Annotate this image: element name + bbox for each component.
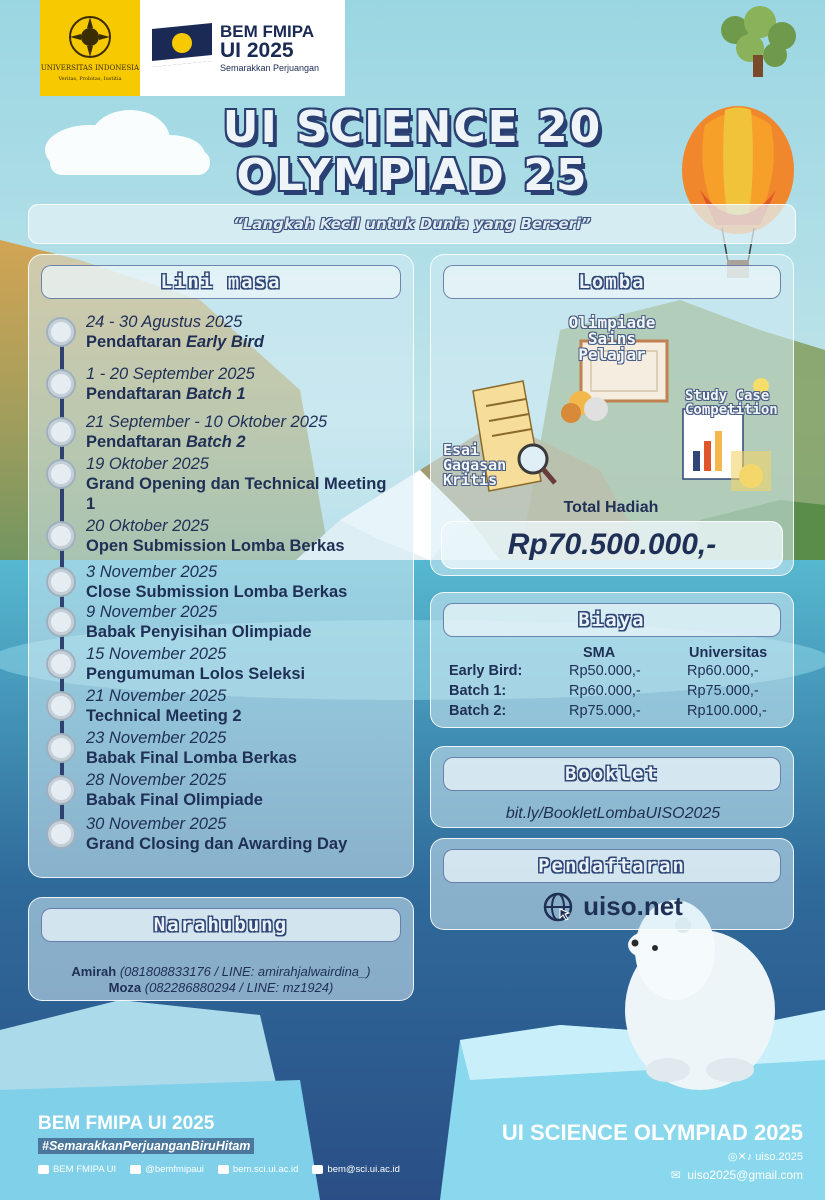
lomba-heading: Lomba (443, 265, 781, 299)
footer-hashtag: #SemarakkanPerjuanganBiruHitam (38, 1138, 254, 1154)
footer-ig-text: uiso.2025 (755, 1151, 803, 1163)
contact-name: Amirah (71, 964, 117, 979)
contact-panel (28, 897, 414, 1001)
footer-event-email[interactable]: ✉ uiso2025@gmail.com (670, 1168, 803, 1182)
footer-email[interactable] (312, 1164, 399, 1175)
timeline-event-text: Babak Final Olimpiade (86, 791, 263, 809)
biaya-col-univ: Universitas (689, 645, 768, 661)
timeline-dot-icon (48, 319, 74, 345)
lomba-panel (430, 254, 794, 576)
contact-detail: (081808833176 / LINE: amirahjalwairdina_) (119, 964, 371, 979)
timeline-date: 9 November 2025 (86, 603, 218, 621)
timeline-event (86, 834, 396, 854)
timeline-event-italic: Early Bird (185, 333, 264, 351)
total-hadiah-label: Total Hadiah (563, 499, 659, 516)
ui-logo (40, 0, 140, 96)
timeline-event-text: Pendaftaran (86, 333, 182, 351)
total-hadiah-value: Rp70.500.000,- (441, 521, 783, 569)
timeline-event-text: Pengumuman Lolos Seleksi (86, 665, 306, 683)
timeline-dot-icon (48, 777, 74, 803)
biaya-row-sma: Rp75.000,- (569, 703, 641, 719)
timeline-date: 24 - 30 Agustus 2025 (86, 313, 243, 331)
registration-url[interactable]: uiso.net (583, 891, 683, 921)
timeline-event-italic: Batch 2 (185, 433, 246, 451)
timeline-event (86, 536, 396, 556)
timeline-date: 3 November 2025 (86, 563, 218, 581)
timeline-dot-icon (48, 461, 74, 487)
biaya-panel (430, 592, 794, 728)
footer-social[interactable] (130, 1164, 204, 1175)
bem-logo (140, 0, 345, 96)
footer-website[interactable] (218, 1164, 298, 1175)
bem-line2: UI 2025 (220, 39, 294, 63)
timeline-event-text: Close Submission Lomba Berkas (86, 583, 348, 601)
footer-ig[interactable]: ◎✕♪ uiso.2025 (727, 1151, 803, 1163)
timeline-date: 28 November 2025 (86, 771, 227, 789)
timeline-dot-icon (48, 821, 74, 847)
ui-logo-text: UNIVERSITAS INDONESIA (40, 63, 140, 72)
bem-tagline: Semarakkan Perjuangan (220, 62, 320, 73)
comp-esai: Esai Gagasan Kritis (443, 441, 507, 489)
timeline-event-text: Grand Closing dan Awarding Day (86, 835, 348, 853)
booklet-panel (430, 746, 794, 828)
footer-youtube-text: BEM FMIPA UI (53, 1164, 117, 1175)
timeline-dot-icon (48, 419, 74, 445)
footer-youtube[interactable] (38, 1164, 116, 1175)
timeline-date: 19 Oktober 2025 (86, 455, 209, 473)
timeline-event (86, 332, 396, 352)
timeline-event-text: Babak Penyisihan Olimpiade (86, 623, 312, 641)
footer-bem: BEM FMIPA UI 2025 (38, 1113, 215, 1134)
timeline-date: 1 - 20 September 2025 (86, 365, 255, 383)
timeline-dot-icon (48, 569, 74, 595)
timeline-event-text: Technical Meeting 2 (86, 707, 242, 725)
footer-website-text: bem.sci.ui.ac.id (232, 1164, 299, 1175)
timeline-dot-icon (48, 735, 74, 761)
timeline-date: 21 November 2025 (86, 687, 227, 705)
biaya-row-sma: Rp50.000,- (569, 663, 641, 679)
contact-detail: (082286880294 / LINE: mz1924) (144, 980, 334, 995)
tagline-bar (28, 204, 796, 244)
globe-icon (218, 1165, 229, 1174)
timeline-date: 23 November 2025 (86, 729, 227, 747)
timeline-date: 15 November 2025 (86, 645, 227, 663)
timeline-panel (28, 254, 414, 878)
title-line1: UI SCIENCE 20 (222, 102, 603, 153)
biaya-row-sma: Rp60.000,- (569, 683, 641, 699)
timeline-event-italic: Batch 1 (185, 385, 246, 403)
mail-icon (312, 1165, 323, 1174)
registration-link[interactable] (431, 891, 795, 922)
contact-person (29, 980, 413, 995)
timeline-event (86, 706, 396, 726)
timeline-date: 21 September - 10 Oktober 2025 (86, 413, 328, 431)
comp-study-case: Study Case Competition (685, 388, 778, 418)
title-line2: OLYMPIAD 25 (236, 150, 589, 201)
biaya-row-label: Batch 1: (449, 683, 507, 699)
biaya-row-label: Early Bird: (449, 663, 523, 679)
globe-icon (543, 892, 573, 922)
biaya-row-univ: Rp75.000,- (687, 683, 759, 699)
timeline-event (86, 622, 396, 642)
biaya-row-univ: Rp60.000,- (687, 663, 759, 679)
timeline-heading: Lini masa (41, 265, 401, 299)
timeline-event (86, 582, 396, 602)
timeline-event-text: Pendaftaran (86, 433, 182, 451)
booklet-link[interactable]: bit.ly/BookletLombaUISO2025 (505, 805, 721, 822)
timeline-dot-icon (48, 523, 74, 549)
timeline-event (86, 748, 396, 768)
timeline-event-text: Grand Opening dan Technical Meeting 1 (86, 475, 387, 513)
timeline-event-text: Open Submission Lomba Berkas (86, 537, 345, 555)
timeline-event-text: Babak Final Lomba Berkas (86, 749, 297, 767)
timeline-event (86, 432, 396, 452)
timeline-dot-icon (48, 609, 74, 635)
footer-socials (38, 1164, 400, 1175)
makara-icon (67, 14, 113, 60)
timeline-event-text: Pendaftaran (86, 385, 182, 403)
footer-event-name: UI SCIENCE OLYMPIAD 2025 (501, 1120, 803, 1145)
header-logos (40, 0, 345, 96)
comp-olimpiade: Olimpiade Sains Pelajar (568, 313, 656, 364)
youtube-icon (38, 1165, 49, 1174)
booklet-heading: Booklet (443, 757, 781, 791)
contact-heading: Narahubung (41, 908, 401, 942)
social-icons (130, 1165, 141, 1174)
biaya-row-label: Batch 2: (449, 703, 507, 719)
timeline-date: 20 Oktober 2025 (86, 517, 209, 535)
timeline-event (86, 384, 396, 404)
biaya-heading: Biaya (443, 603, 781, 637)
tagline: “Langkah Kecil untuk Dunia yang Berseri” (233, 215, 591, 233)
timeline-event (86, 790, 396, 810)
footer-event-email-text: uiso2025@gmail.com (687, 1168, 803, 1182)
biaya-row-univ: Rp100.000,- (687, 703, 767, 719)
timeline-dot-icon (48, 371, 74, 397)
biaya-col-sma: SMA (583, 645, 616, 661)
timeline-event (86, 664, 396, 684)
contact-person (29, 964, 413, 979)
footer-email-text: bem@sci.ui.ac.id (327, 1164, 400, 1175)
bem-line1: BEM FMIPA (220, 22, 315, 42)
pendaftaran-heading: Pendaftaran (443, 849, 781, 883)
contact-name: Moza (108, 980, 142, 995)
timeline-date: 30 November 2025 (86, 815, 227, 833)
timeline-event (86, 474, 396, 514)
footer-social-text: @bemfmipaui (145, 1164, 204, 1175)
ui-logo-motto: Veritas, Probitas, Iustitia (58, 76, 122, 83)
timeline-dot-icon (48, 651, 74, 677)
pendaftaran-panel (430, 838, 794, 930)
timeline-dot-icon (48, 693, 74, 719)
bem-flag-icon (152, 23, 212, 73)
